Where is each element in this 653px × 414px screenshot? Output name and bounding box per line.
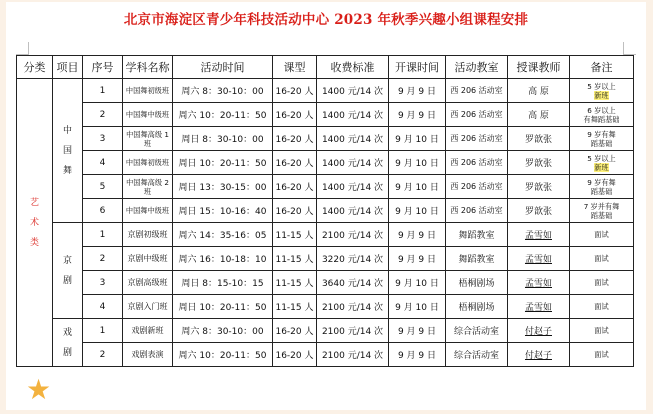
subject-cell: 中国舞高级 1 班 [123, 127, 173, 151]
category-cell: 艺术类 [17, 79, 53, 367]
teacher-cell: 付赵子 [508, 319, 570, 343]
teacher-cell: 孟雪如 [508, 223, 570, 247]
note-line: 面试 [594, 254, 609, 263]
note-line: 蹈基础 [590, 210, 613, 220]
subject-cell: 京剧中级班 [123, 247, 173, 271]
subject-cell: 京剧初级班 [123, 223, 173, 247]
time-cell: 周日 8：15-10：15 [173, 271, 273, 295]
note-cell [570, 343, 634, 367]
note-line: 5 岁以上 [587, 81, 616, 91]
fee-cell: 2100 元/14 次 [317, 319, 389, 343]
header-start-date: 开课时间 [389, 56, 446, 79]
teacher-cell: 罗歆张 [508, 127, 570, 151]
time-cell: 周六 10：20-11：50 [173, 343, 273, 367]
header-time: 活动时间 [173, 56, 273, 79]
note-line: 5 岁以上 [587, 153, 616, 163]
class-type-cell: 16-20 人 [273, 199, 317, 223]
start-date-cell: 9 月 9 日 [389, 247, 446, 271]
class-type-cell: 11-15 人 [273, 295, 317, 319]
header-class-type: 课型 [273, 56, 317, 79]
start-date-cell: 9 月 10 日 [389, 175, 446, 199]
class-type-cell: 16-20 人 [273, 319, 317, 343]
start-date-cell: 9 月 9 日 [389, 79, 446, 103]
fee-cell: 1400 元/14 次 [317, 175, 389, 199]
subject-cell: 中国舞中级班 [123, 103, 173, 127]
row-number-cell: 2 [83, 103, 123, 127]
start-date-cell: 9 月 10 日 [389, 199, 446, 223]
row-number-cell: 5 [83, 175, 123, 199]
row-number-cell: 4 [83, 295, 123, 319]
schedule-table [16, 55, 634, 367]
subject-cell: 戏剧表演 [123, 343, 173, 367]
start-date-cell: 9 月 9 日 [389, 343, 446, 367]
fee-cell: 3220 元/14 次 [317, 247, 389, 271]
project-cell: 戏剧 [53, 319, 83, 367]
note-line: 6 岁以上 [587, 105, 616, 115]
start-date-cell: 9 月 9 日 [389, 223, 446, 247]
classroom-cell: 西 206 活动室 [446, 103, 508, 127]
fee-cell: 2100 元/14 次 [317, 343, 389, 367]
teacher-cell: 孟雪如 [508, 247, 570, 271]
table-row [17, 103, 634, 127]
classroom-cell: 梧桐剧场 [446, 271, 508, 295]
table-row [17, 343, 634, 367]
time-cell: 周六 8：30-10：00 [173, 319, 273, 343]
star-icon: ★ [26, 373, 52, 406]
teacher-cell: 高 原 [508, 79, 570, 103]
table-row [17, 295, 634, 319]
time-cell: 周日 8：30-10：00 [173, 127, 273, 151]
header-row [17, 56, 634, 79]
note-line: 面试 [594, 230, 609, 239]
header-classroom: 活动教室 [446, 56, 508, 79]
start-date-cell: 9 月 10 日 [389, 295, 446, 319]
note-cell [570, 151, 634, 175]
subject-cell: 中国舞中级班 [123, 199, 173, 223]
note-line: 9 岁有舞 [587, 177, 616, 187]
teacher-cell: 孟雪如 [508, 271, 570, 295]
row-number-cell: 1 [83, 79, 123, 103]
fee-cell: 2100 元/14 次 [317, 223, 389, 247]
classroom-cell: 西 206 活动室 [446, 79, 508, 103]
fee-cell: 1400 元/14 次 [317, 79, 389, 103]
row-number-cell: 2 [83, 343, 123, 367]
classroom-cell: 西 206 活动室 [446, 199, 508, 223]
table-row [17, 319, 634, 343]
classroom-cell: 梧桐剧场 [446, 295, 508, 319]
time-cell: 周日 13：30-15：00 [173, 175, 273, 199]
note-line: 蹈基础 [590, 186, 613, 196]
class-type-cell: 11-15 人 [273, 271, 317, 295]
page-corner-mark [623, 42, 636, 55]
note-cell [570, 79, 634, 103]
teacher-cell: 罗歆张 [508, 199, 570, 223]
subject-cell: 京剧入门班 [123, 295, 173, 319]
fee-cell: 3640 元/14 次 [317, 271, 389, 295]
note-cell [570, 271, 634, 295]
document-title: 北京市海淀区青少年科技活动中心 2023 年秋季兴趣小组课程安排 [123, 12, 529, 28]
header-project: 项目 [53, 56, 83, 79]
note-cell [570, 175, 634, 199]
note-line: 有舞蹈基础 [583, 114, 620, 124]
note-cell [570, 199, 634, 223]
header-number: 序号 [83, 56, 123, 79]
row-number-cell: 4 [83, 151, 123, 175]
row-number-cell: 3 [83, 271, 123, 295]
note-cell [570, 295, 634, 319]
time-cell: 周六 10：20-11：50 [173, 103, 273, 127]
project-cell: 中国舞 [53, 79, 83, 223]
page-corner-mark [16, 42, 29, 55]
note-cell [570, 247, 634, 271]
note-line: 蹈基础 [590, 138, 613, 148]
note-line: 7 岁并有舞 [583, 201, 620, 211]
class-type-cell: 16-20 人 [273, 175, 317, 199]
note-line: 面试 [594, 350, 609, 359]
header-category: 分类 [17, 56, 53, 79]
subject-cell: 中国舞初级班 [123, 79, 173, 103]
class-type-cell: 16-20 人 [273, 79, 317, 103]
class-type-cell: 16-20 人 [273, 103, 317, 127]
classroom-cell: 西 206 活动室 [446, 127, 508, 151]
row-number-cell: 6 [83, 199, 123, 223]
row-number-cell: 1 [83, 223, 123, 247]
note-line: 面试 [594, 326, 609, 335]
table-row [17, 151, 634, 175]
classroom-cell: 综合活动室 [446, 319, 508, 343]
project-cell: 京剧 [53, 223, 83, 319]
note-cell [570, 223, 634, 247]
note-line: 面试 [594, 278, 609, 287]
subject-cell: 京剧高级班 [123, 271, 173, 295]
note-cell [570, 319, 634, 343]
classroom-cell: 西 206 活动室 [446, 151, 508, 175]
class-type-cell: 16-20 人 [273, 343, 317, 367]
start-date-cell: 9 月 10 日 [389, 271, 446, 295]
subject-cell: 中国舞初级班 [123, 151, 173, 175]
header-fee: 收费标准 [317, 56, 389, 79]
note-cell [570, 103, 634, 127]
note-line: 新班 [594, 90, 609, 100]
header-teacher: 授课教师 [508, 56, 570, 79]
fee-cell: 1400 元/14 次 [317, 199, 389, 223]
class-type-cell: 11-15 人 [273, 223, 317, 247]
note-line: 新班 [594, 162, 609, 172]
class-type-cell: 16-20 人 [273, 151, 317, 175]
start-date-cell: 9 月 9 日 [389, 319, 446, 343]
teacher-cell: 高 原 [508, 103, 570, 127]
fee-cell: 1400 元/14 次 [317, 151, 389, 175]
start-date-cell: 9 月 10 日 [389, 151, 446, 175]
subject-cell: 戏剧新班 [123, 319, 173, 343]
subject-cell: 中国舞高级 2 班 [123, 175, 173, 199]
time-cell: 周六 16：10-18：10 [173, 247, 273, 271]
teacher-cell: 付赵子 [508, 343, 570, 367]
time-cell: 周日 10：20-11：50 [173, 295, 273, 319]
table-row [17, 127, 634, 151]
time-cell: 周六 14：35-16：05 [173, 223, 273, 247]
class-type-cell: 16-20 人 [273, 127, 317, 151]
fee-cell: 1400 元/14 次 [317, 127, 389, 151]
start-date-cell: 9 月 9 日 [389, 103, 446, 127]
note-line: 9 岁有舞 [587, 129, 616, 139]
fee-cell: 2100 元/14 次 [317, 295, 389, 319]
teacher-cell: 罗歆张 [508, 151, 570, 175]
time-cell: 周日 15：10-16：40 [173, 199, 273, 223]
teacher-cell: 罗歆张 [508, 175, 570, 199]
class-type-cell: 11-15 人 [273, 247, 317, 271]
time-cell: 周六 8：30-10：00 [173, 79, 273, 103]
classroom-cell: 西 206 活动室 [446, 175, 508, 199]
fee-cell: 1400 元/14 次 [317, 103, 389, 127]
table-row [17, 247, 634, 271]
classroom-cell: 舞蹈教室 [446, 247, 508, 271]
note-cell [570, 127, 634, 151]
note-line: 面试 [594, 302, 609, 311]
start-date-cell: 9 月 10 日 [389, 127, 446, 151]
row-number-cell: 3 [83, 127, 123, 151]
table-row [17, 175, 634, 199]
table-row [17, 199, 634, 223]
row-number-cell: 2 [83, 247, 123, 271]
row-number-cell: 1 [83, 319, 123, 343]
table-row [17, 223, 634, 247]
table-row [17, 271, 634, 295]
teacher-cell: 孟雪如 [508, 295, 570, 319]
header-note: 备注 [570, 56, 634, 79]
classroom-cell: 舞蹈教室 [446, 223, 508, 247]
table-row [17, 79, 634, 103]
time-cell: 周日 10：20-11：50 [173, 151, 273, 175]
classroom-cell: 综合活动室 [446, 343, 508, 367]
header-subject: 学科名称 [123, 56, 173, 79]
